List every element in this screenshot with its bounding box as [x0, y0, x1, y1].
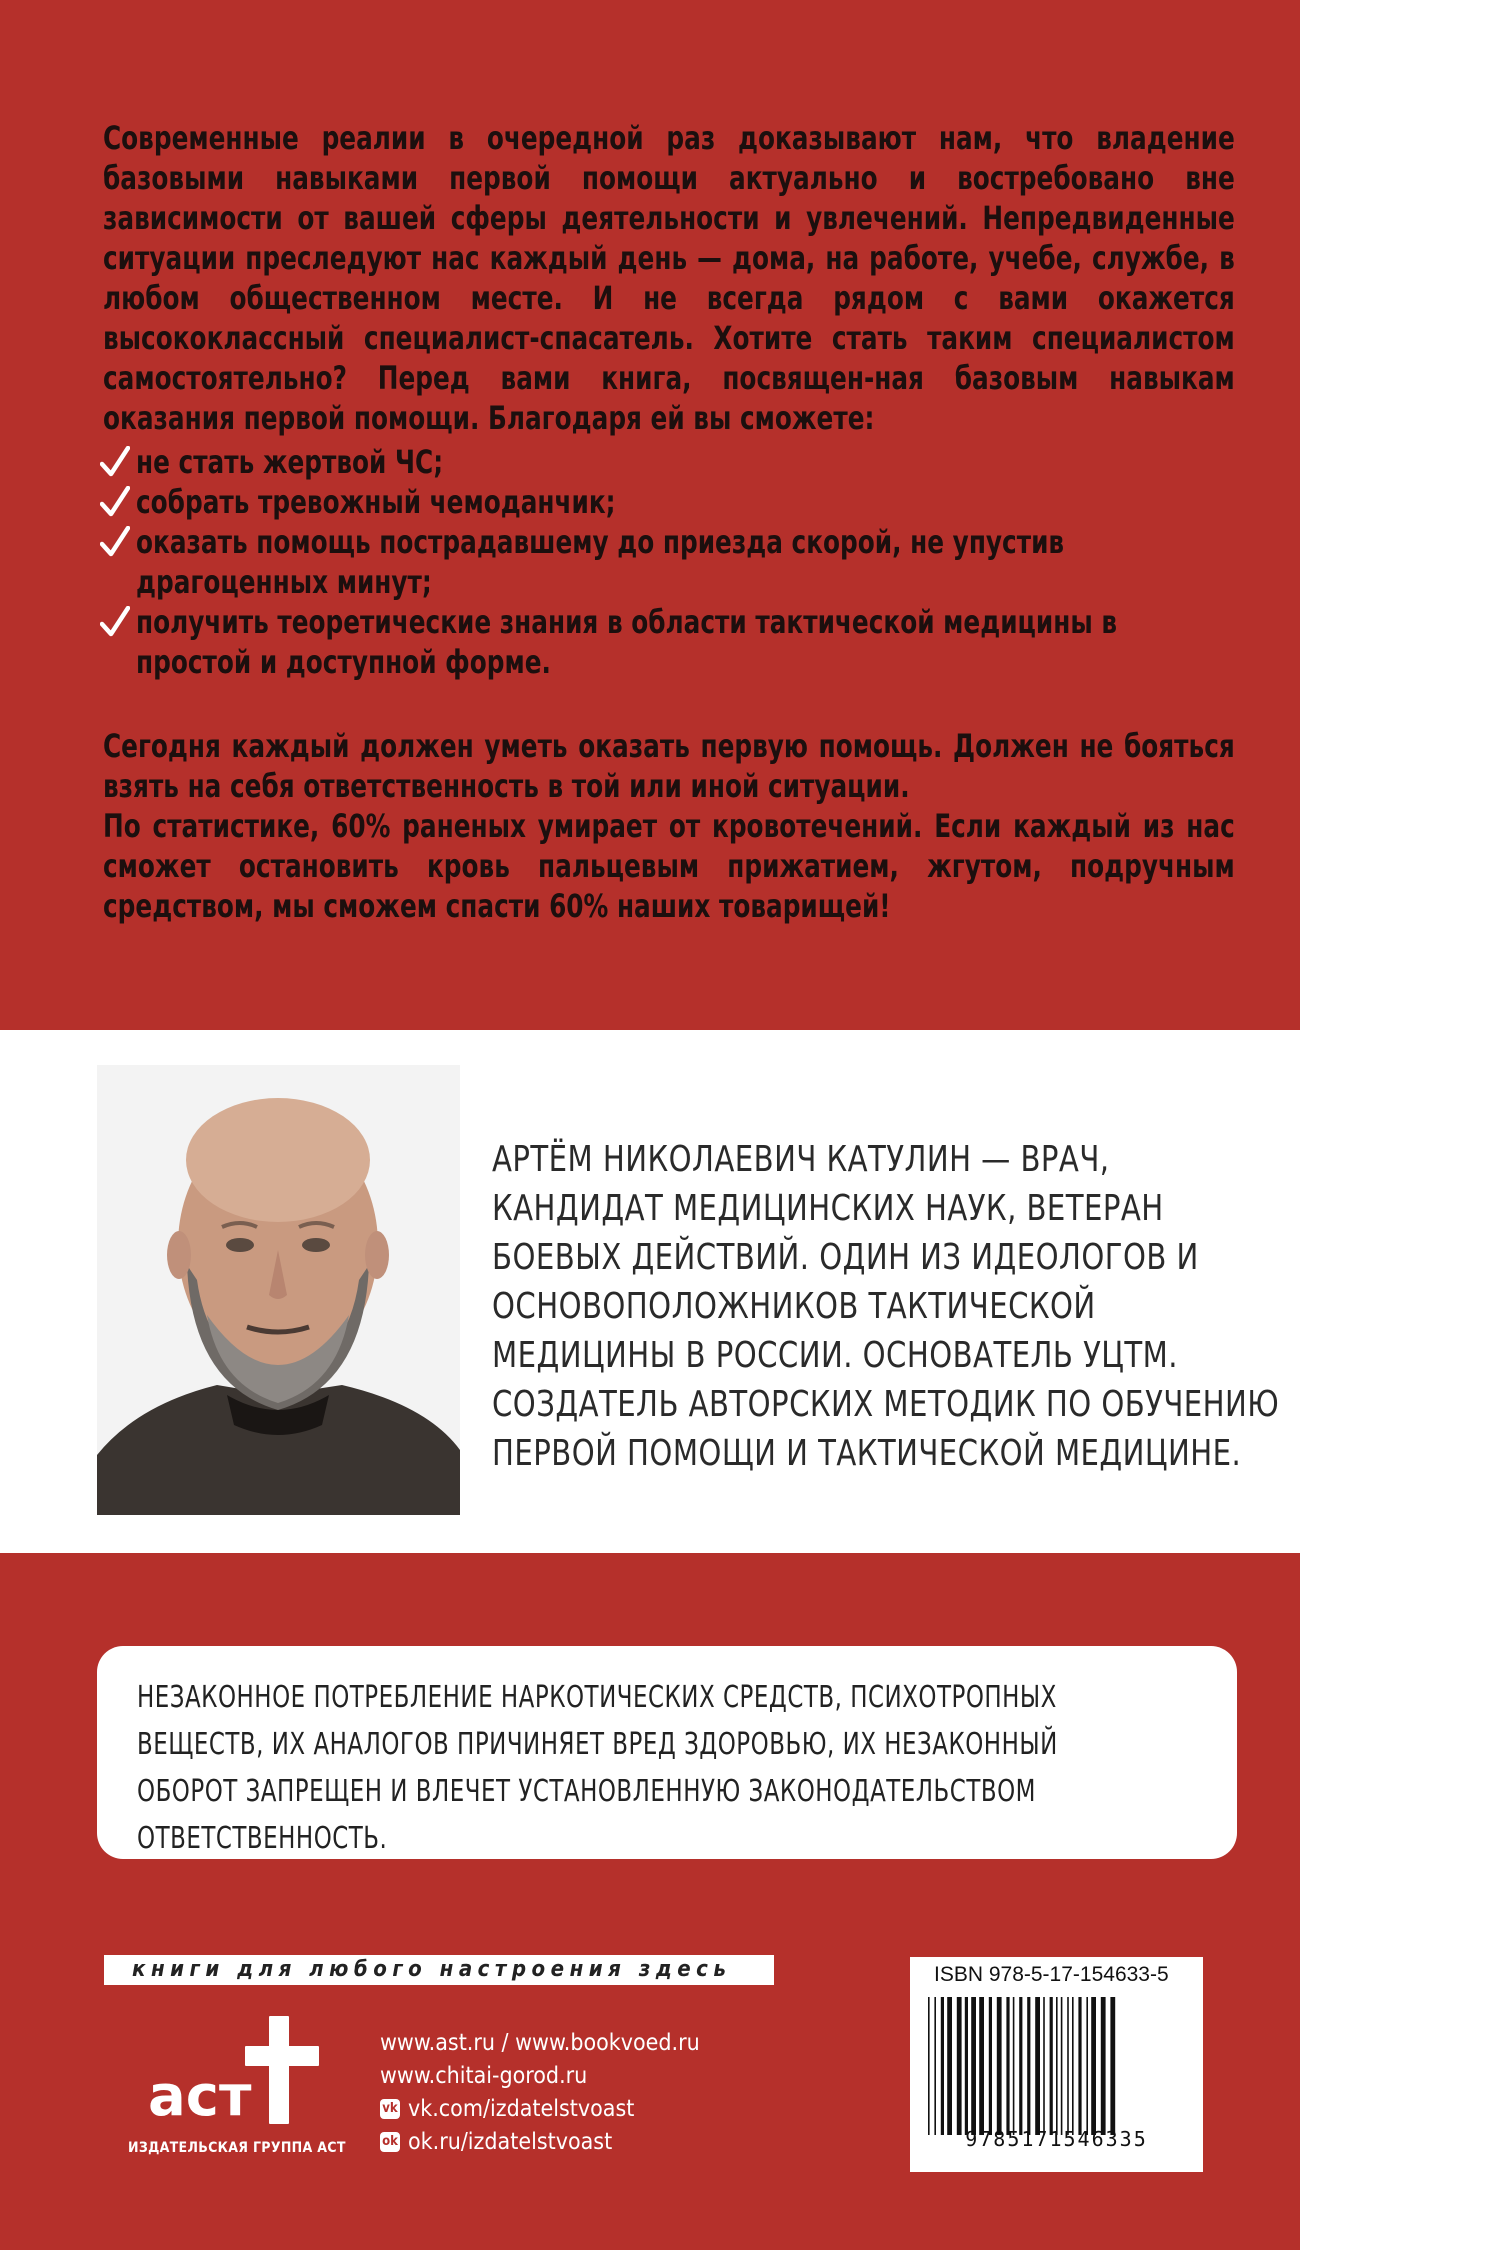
isbn-barcode: [910, 1957, 1203, 2172]
barcode-bar: [934, 1997, 936, 2135]
barcode-bar: [1050, 1997, 1053, 2135]
checkmark-icon: [100, 526, 130, 558]
barcode-bar: [1101, 1997, 1106, 2135]
barcode-bar: [1027, 1997, 1030, 2135]
barcode-bar: [928, 1997, 930, 2135]
barcode-bar: [1019, 1997, 1022, 2135]
vk-icon: vk: [380, 2099, 400, 2119]
author-photo: [97, 1065, 460, 1515]
barcode-bar: [1056, 1997, 1058, 2135]
barcode-bar: [957, 1997, 962, 2135]
barcode-bar: [1067, 1997, 1069, 2135]
barcode-bars: [928, 1997, 1190, 2135]
intro-text: [103, 118, 1235, 438]
barcode-number: 9785171546335: [965, 2127, 1148, 2151]
barcode-bar: [1061, 1997, 1063, 2135]
barcode-bar: [1078, 1997, 1081, 2135]
intro-paragraph: Современные реалии в очередной раз доказывают нам, что владение базовыми навыками первой помощи актуально и востребовано вне зависимости от вашей сферы деятельности и увлечений. Непредвиденные ситуации преследуют нас каждый день — дома, на работе, учебе, службе, в любом общественном месте. И не всегда рядом с вами окажется высококлассный специалист-спасатель. Хотите стать таким специалистом самостоятельно? Перед вами книга, посвящен-ная базовым навыкам оказания первой помощи. Благодаря ей вы сможете:: [103, 119, 1235, 437]
barcode-bar: [1043, 1997, 1045, 2135]
benefits-checklist: [100, 442, 1240, 682]
publisher-links: [380, 2027, 700, 2159]
link-ok[interactable]: ok ok.ru/izdatelstvoast: [380, 2126, 700, 2159]
checklist-item: собрать тревожный чемоданчик;: [100, 482, 1240, 522]
barcode-bar: [965, 1997, 968, 2135]
barcode-bar: [979, 1997, 984, 2135]
barcode-bar: [1110, 1997, 1115, 2135]
ok-icon: ok: [380, 2132, 400, 2152]
legal-warning-box: [97, 1646, 1237, 1859]
closing-text: [103, 726, 1235, 926]
closing-paragraph-1: Сегодня каждый должен уметь оказать первую помощь. Должен не бояться взять на себя ответственность в той или иной ситуации.: [103, 727, 1235, 805]
checklist-item: оказать помощь пострадавшему до приезда скорой, не упустив драгоценных минут;: [100, 522, 1240, 602]
barcode-bar: [1091, 1997, 1096, 2135]
slogan-banner: [104, 1955, 774, 1985]
author-bio: АРТЁМ НИКОЛАЕВИЧ КАТУЛИН — ВРАЧ, КАНДИДАТ МЕДИЦИНСКИХ НАУК, ВЕТЕРАН БОЕВЫХ ДЕЙСТВИЙ. ОДИН ИЗ ИДЕОЛОГОВ И ОСНОВОПОЛОЖНИКОВ ТАКТИЧЕСКОЙ МЕДИЦИНЫ В РОССИИ. ОСНОВАТЕЛЬ УЦТМ. СОЗДАТЕЛЬ АВТОРСКИХ МЕТОДИК ПО ОБУЧЕНИЮ ПЕРВОЙ ПОМОЩИ И ТАКТИЧЕСКОЙ МЕДИЦИНЕ.: [492, 1139, 1280, 1474]
barcode-bar: [1035, 1997, 1040, 2135]
legal-warning-text: НЕЗАКОННОЕ ПОТРЕБЛЕНИЕ НАРКОТИЧЕСКИХ СРЕДСТВ, ПСИХОТРОПНЫХ ВЕЩЕСТВ, ИХ АНАЛОГОВ ПРИЧИНЯЕТ ВРЕД ЗДОРОВЬЮ, ИХ НЕЗАКОННЫЙ ОБОРОТ ЗАПРЕЩЕН И ВЛЕЧЕТ УСТАНОВЛЕННУЮ ЗАКОНОДАТЕЛЬСТВОМ ОТВЕТСТВЕННОСТЬ.: [137, 1680, 1058, 1856]
link-vk[interactable]: vk vk.com/izdatelstvoast: [380, 2093, 700, 2126]
barcode-bar: [971, 1997, 976, 2135]
checklist-item: получить теоретические знания в области тактической медицины в простой и доступной форме.: [100, 602, 1240, 682]
ast-logo: [128, 2005, 348, 2155]
slogan-text: книги для любого настроения здесь: [132, 1957, 732, 1982]
isbn-label: ISBN 978-5-17-154633-5: [934, 1963, 1169, 1986]
closing-paragraph-2: По статистике, 60% раненых умирает от кровотечений. Если каждый из нас сможет остановить кровь пальцевым прижатием, жгутом, подручным средством, мы сможем спасти 60% наших товарищей!: [103, 807, 1235, 925]
barcode-bar: [997, 1997, 1002, 2135]
checkmark-icon: [100, 606, 130, 638]
logo-wordmark: аст: [148, 2064, 252, 2129]
barcode-bar: [1013, 1997, 1015, 2135]
barcode-bar: [989, 1997, 992, 2135]
checkmark-icon: [100, 446, 130, 478]
link-chitai-gorod[interactable]: www.chitai-gorod.ru: [380, 2063, 588, 2089]
link-ast-bookvoed[interactable]: www.ast.ru / www.bookvoed.ru: [380, 2030, 700, 2056]
publisher-name: ИЗДАТЕЛЬСКАЯ ГРУППА АСТ: [128, 2140, 346, 2156]
checklist-item: не стать жертвой ЧС;: [100, 442, 1240, 482]
checkmark-icon: [100, 486, 130, 518]
right-white-strip: [1300, 0, 1500, 2250]
barcode-bar: [1072, 1997, 1074, 2135]
barcode-bar: [1006, 1997, 1009, 2135]
barcode-bar: [947, 1997, 952, 2135]
author-portrait-illustration: [97, 1065, 460, 1515]
barcode-bar: [941, 1997, 944, 2135]
barcode-bar: [1086, 1997, 1088, 2135]
